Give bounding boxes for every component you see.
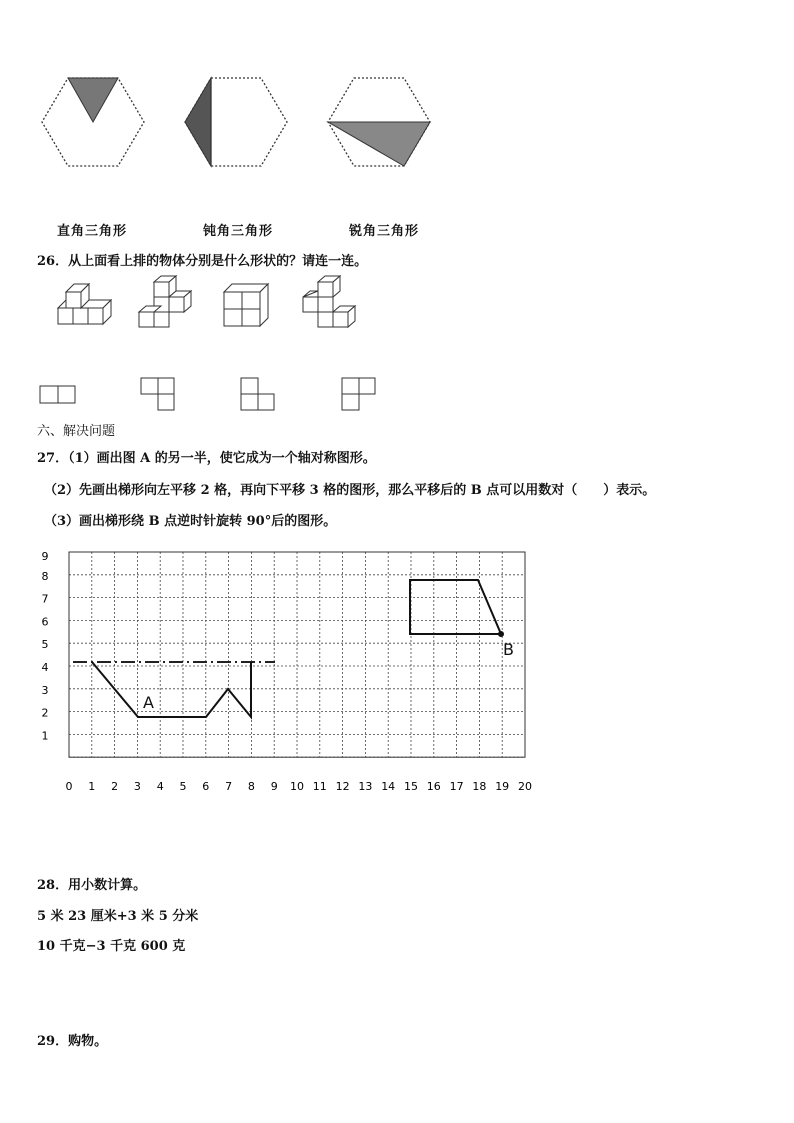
triangle-hexagon-figures [30, 70, 450, 180]
top-view-shapes-row [36, 374, 386, 416]
x-tick-label: 8 [247, 780, 255, 794]
top-view-3 [241, 378, 274, 410]
trapezoid [410, 580, 501, 634]
x-tick-label: 13 [358, 780, 373, 794]
x-tick-label: 14 [381, 780, 396, 794]
x-tick-label: 0 [65, 780, 73, 794]
y-tick-label: 1 [41, 729, 49, 743]
label-b: B [503, 640, 514, 659]
x-axis-tick-labels [66, 780, 533, 793]
top-view-1 [40, 386, 75, 403]
grid-border [69, 552, 525, 757]
x-tick-label: 17 [449, 780, 464, 794]
x-tick-label: 12 [335, 780, 350, 794]
x-tick-label: 15 [404, 780, 418, 794]
question-26: 26．从上面看上排的物体分别是什么形状的？请连一连。 [37, 254, 368, 269]
x-tick-label: 5 [179, 780, 187, 794]
x-tick-label: 3 [133, 780, 141, 794]
y-tick-label: 7 [41, 592, 49, 606]
caption-right-triangle: 直角三角形 [57, 224, 128, 239]
cube-object-3 [224, 284, 268, 326]
figure-a-half [92, 662, 251, 717]
x-tick-label: 9 [270, 780, 278, 794]
point-b [498, 631, 504, 637]
cube-object-1 [58, 284, 111, 324]
cube-object-4 [303, 276, 355, 327]
y-tick-label: 8 [41, 569, 49, 583]
section-title: 六、解决问题 [37, 424, 116, 439]
hexagon-right-triangle [42, 78, 144, 166]
hexagon-obtuse-triangle [185, 78, 287, 166]
cube-object-2 [139, 276, 191, 327]
question-28-line2: 10 千克−3 千克 600 克 [37, 939, 186, 954]
x-tick-label: 7 [225, 780, 233, 794]
x-tick-label: 4 [156, 780, 164, 794]
x-tick-label: 10 [290, 780, 304, 794]
question-27-part1: 27．（1）画出图 A 的另一半，使它成为一个轴对称图形。 [37, 451, 376, 466]
y-tick-label: 3 [41, 683, 49, 697]
top-view-2 [141, 378, 174, 410]
caption-obtuse-triangle: 钝角三角形 [203, 224, 274, 239]
label-a: A [143, 693, 154, 712]
question-29-title: 29．购物。 [37, 1034, 108, 1049]
y-tick-label: 9 [41, 550, 49, 563]
question-27-part2: （2）先画出梯形向左平移 2 格，再向下平移 3 格的图形，那么平移后的 B 点可以用数对（ ）表示。 [44, 483, 656, 498]
question-27-part3: （3）画出梯形绕 B 点逆时针旋转 90°后的图形。 [44, 514, 337, 529]
x-tick-label: 11 [312, 780, 327, 794]
x-tick-label: 19 [495, 780, 510, 794]
x-tick-label: 6 [202, 780, 210, 794]
y-tick-label: 6 [41, 615, 49, 629]
y-axis-tick-labels [42, 550, 49, 742]
x-tick-label: 16 [426, 780, 441, 794]
caption-acute-triangle: 锐角三角形 [349, 224, 420, 239]
x-tick-label: 1 [88, 780, 96, 794]
x-tick-label: 20 [518, 780, 532, 794]
x-tick-label: 18 [472, 780, 487, 794]
top-view-4 [342, 378, 375, 410]
hexagon-acute-triangle [328, 78, 430, 166]
coordinate-grid [30, 545, 550, 795]
y-tick-label: 2 [41, 706, 49, 720]
cube-objects-row [50, 274, 370, 334]
y-tick-label: 5 [41, 638, 49, 652]
x-tick-label: 2 [111, 780, 119, 794]
question-28-line1: 5 米 23 厘米+3 米 5 分米 [37, 909, 199, 924]
y-tick-label: 4 [41, 661, 49, 674]
question-28-title: 28．用小数计算。 [37, 878, 147, 893]
